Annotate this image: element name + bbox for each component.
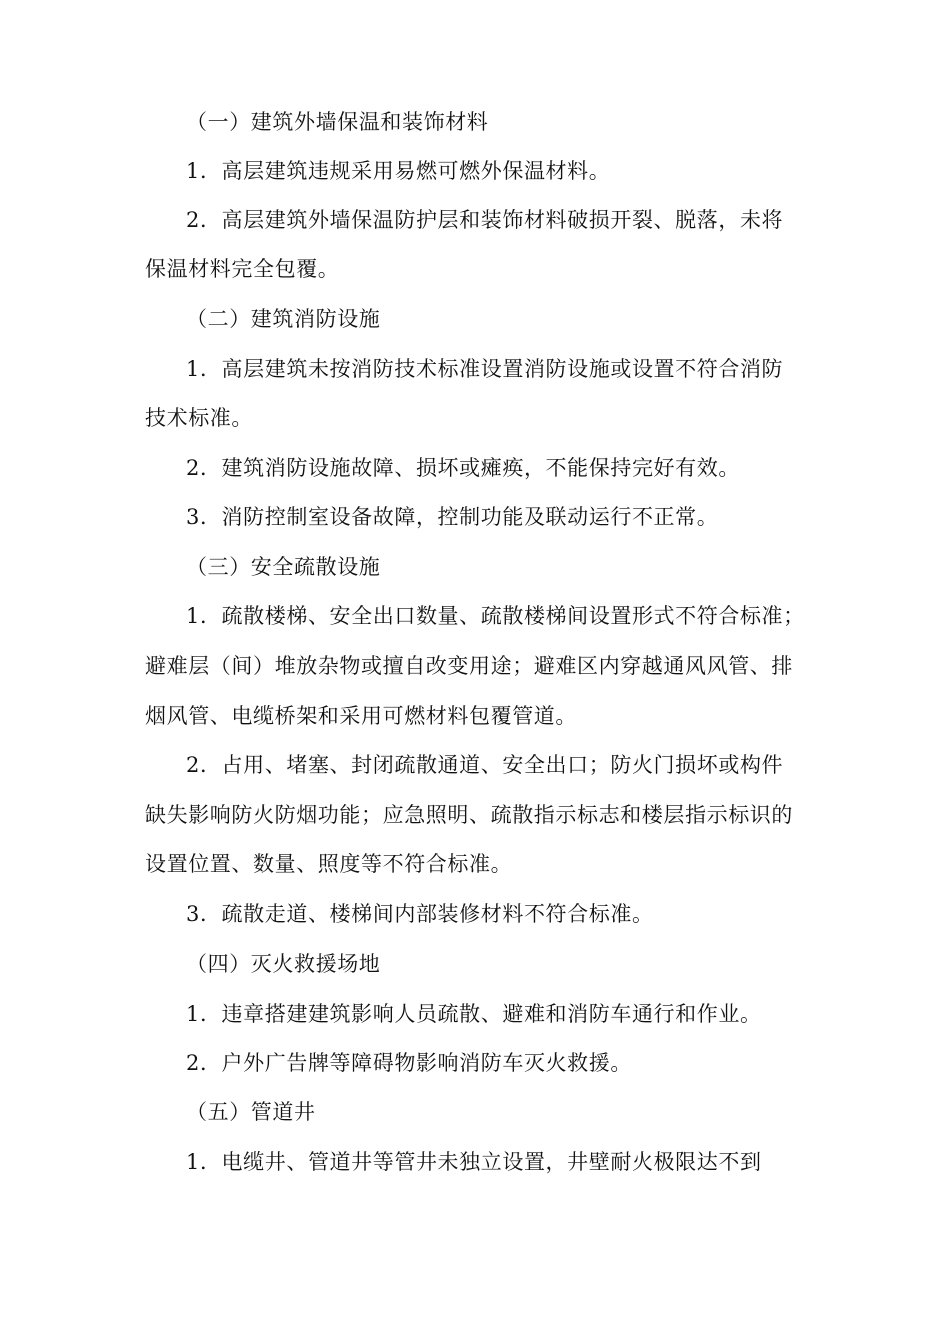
section-heading-5: （五）管道井 <box>186 1100 316 1124</box>
paragraph-line: 技术标准。 <box>145 406 253 430</box>
paragraph-line: 2．建筑消防设施故障、损坏或瘫痪，不能保持完好有效。 <box>186 456 740 480</box>
paragraph-line: 3．消防控制室设备故障，控制功能及联动运行不正常。 <box>186 505 719 529</box>
paragraph-line: 3．疏散走道、楼梯间内部装修材料不符合标准。 <box>186 902 654 926</box>
paragraph-line: 保温材料完全包覆。 <box>145 257 340 281</box>
paragraph-line: 2．户外广告牌等障碍物影响消防车灭火救援。 <box>186 1051 632 1075</box>
section-heading-1: （一）建筑外墙保温和装饰材料 <box>186 110 489 134</box>
paragraph-line: 1．疏散楼梯、安全出口数量、疏散楼梯间设置形式不符合标准； <box>186 604 805 628</box>
paragraph-line: 1．高层建筑未按消防技术标准设置消防设施或设置不符合消防 <box>186 357 784 381</box>
paragraph-line: 2．占用、堵塞、封闭疏散通道、安全出口；防火门损坏或构件 <box>186 753 784 777</box>
paragraph-line: 避难层（间）堆放杂物或擅自改变用途；避难区内穿越通风风管、排 <box>145 654 793 678</box>
paragraph-line: 缺失影响防火防烟功能；应急照明、疏散指示标志和楼层指示标识的 <box>145 803 793 827</box>
paragraph-line: 1．高层建筑违规采用易燃可燃外保温材料。 <box>186 159 611 183</box>
section-heading-3: （三）安全疏散设施 <box>186 555 381 579</box>
paragraph-line: 1．电缆井、管道井等管井未独立设置，井壁耐火极限达不到 <box>186 1150 762 1174</box>
section-heading-2: （二）建筑消防设施 <box>186 307 381 331</box>
paragraph-line: 设置位置、数量、照度等不符合标准。 <box>145 852 513 876</box>
section-heading-4: （四）灭火救援场地 <box>186 952 381 976</box>
paragraph-line: 2．高层建筑外墙保温防护层和装饰材料破损开裂、脱落，未将 <box>186 208 784 232</box>
paragraph-line: 1．违章搭建建筑影响人员疏散、避难和消防车通行和作业。 <box>186 1002 762 1026</box>
paragraph-line: 烟风管、电缆桥架和采用可燃材料包覆管道。 <box>145 704 577 728</box>
